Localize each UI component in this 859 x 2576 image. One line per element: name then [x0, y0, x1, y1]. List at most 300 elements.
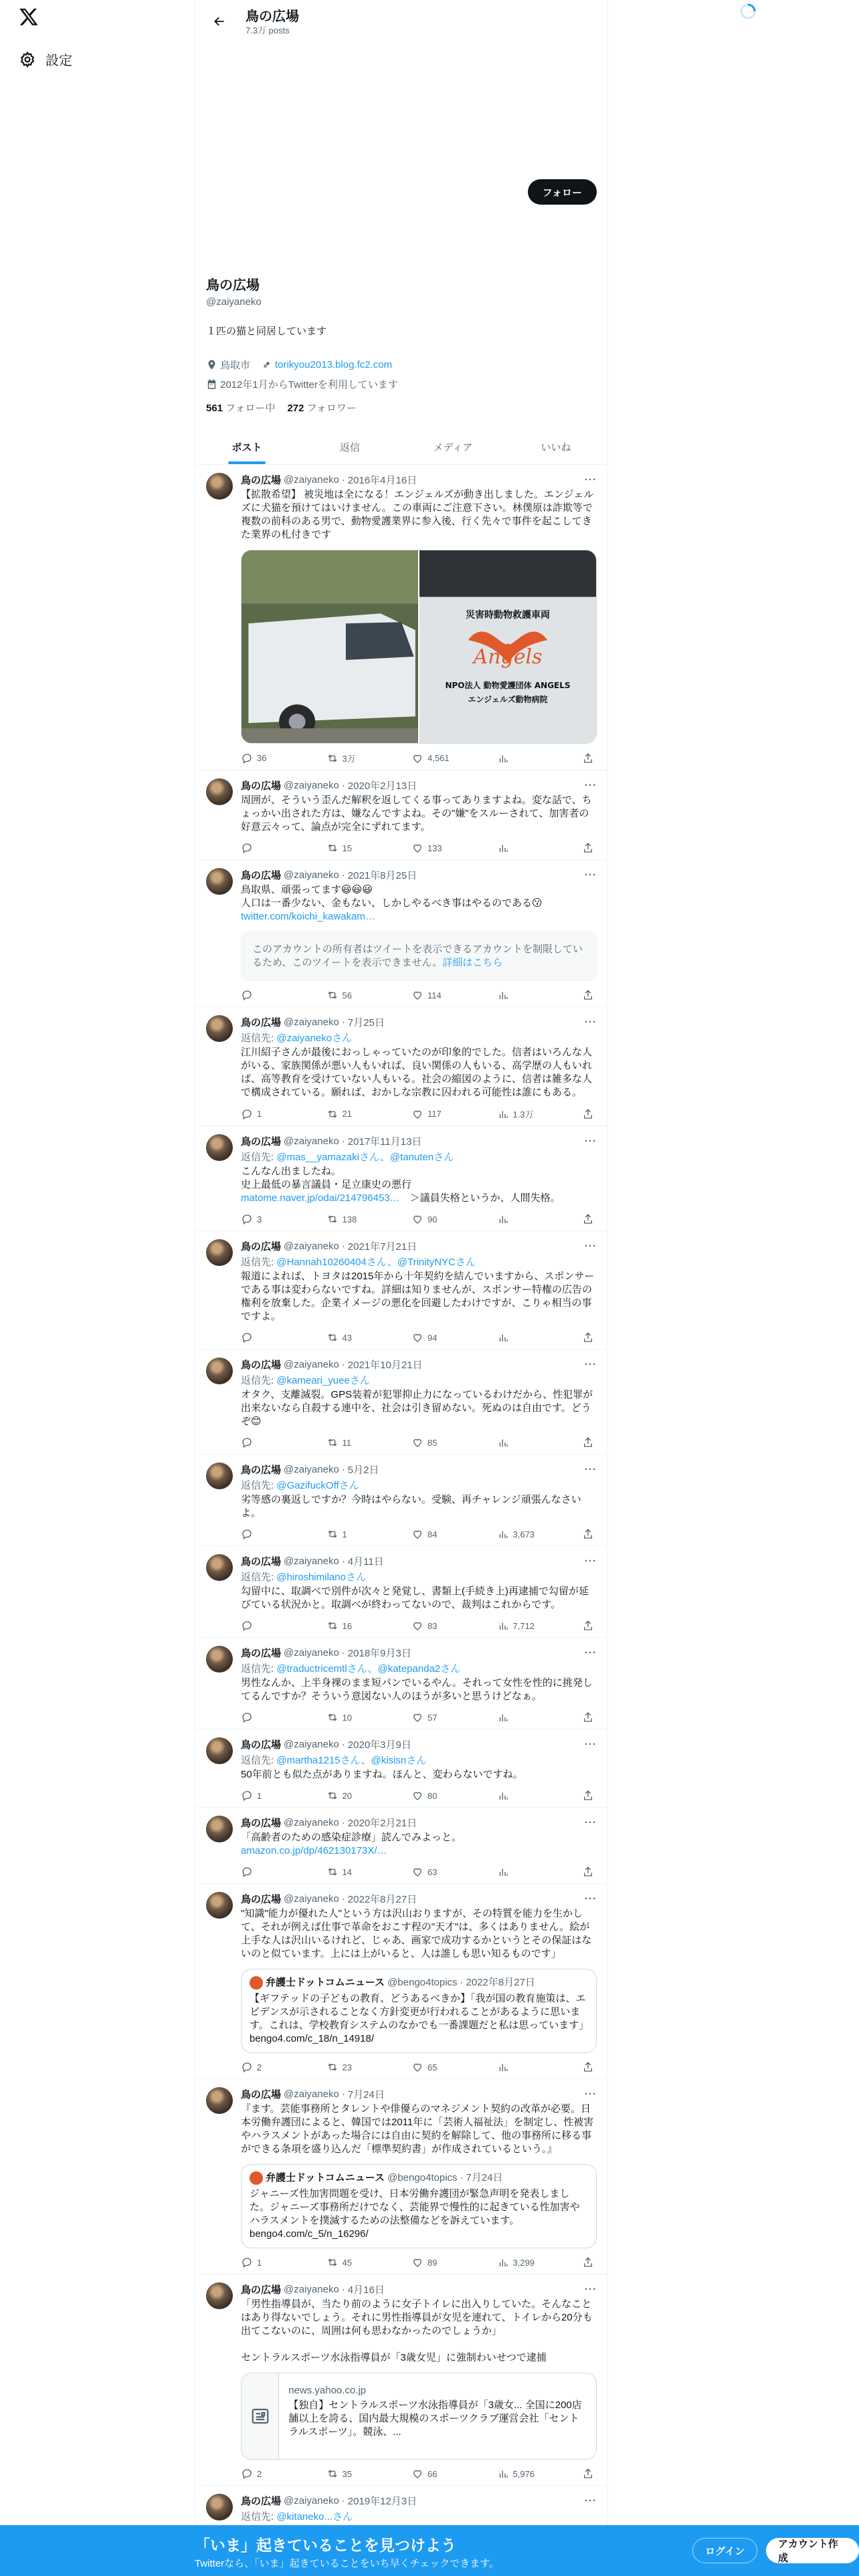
repost-button[interactable] [326, 1711, 367, 1723]
tweet[interactable] [195, 1126, 607, 1231]
repost-button[interactable] [326, 1213, 367, 1225]
timeline [195, 465, 607, 2529]
avatar[interactable] [206, 2087, 233, 2114]
tweet[interactable] [195, 465, 607, 770]
reply-button[interactable] [241, 1331, 281, 1344]
like-button[interactable] [411, 1790, 452, 1802]
tweet-date[interactable]: 5月2日 [347, 1465, 379, 1476]
more-options-icon[interactable]: ··· [585, 1893, 597, 1905]
reply-icon [241, 2468, 253, 2480]
views-icon [497, 1331, 509, 1344]
media-caption-line: Angels [473, 645, 543, 669]
repost-count: 3万 [342, 754, 356, 764]
reply-prefix: 返信先: [241, 1152, 277, 1163]
tweet-author-name[interactable]: 鳥の広場 [241, 475, 282, 486]
tweet-author-handle[interactable]: @zaiyaneko [284, 1647, 339, 1658]
reply-icon [241, 1213, 253, 1225]
tweet-author-handle[interactable]: @zaiyaneko [284, 1817, 339, 1828]
tweet-separator: · [341, 1893, 345, 1905]
tweet-date[interactable]: 2020年2月13日 [347, 780, 417, 792]
tweet[interactable] [195, 2486, 607, 2529]
tweet-author-handle[interactable]: @zaiyaneko [284, 780, 339, 791]
like-button[interactable] [411, 1213, 452, 1225]
tweet-date[interactable]: 2019年12月3日 [347, 2496, 417, 2507]
views-button[interactable] [497, 1790, 537, 1802]
reply-to-link[interactable]: @Hannah10260404さん、@TrinityNYCさん [276, 1257, 476, 1268]
tweet-date[interactable]: 4月16日 [347, 2284, 385, 2296]
repost-count: 15 [342, 843, 352, 853]
tweet-header [241, 1892, 597, 1906]
more-options-icon[interactable]: ··· [585, 780, 597, 791]
tab-posts[interactable]: ポスト [195, 429, 298, 464]
avatar[interactable] [206, 1358, 233, 1384]
reply-icon [241, 842, 253, 854]
reply-count: 1 [257, 1109, 262, 1119]
avatar[interactable] [206, 473, 233, 500]
reply-button[interactable] [241, 2468, 281, 2480]
media-caption-line: NPO法人 動物愛護団体 ANGELS [445, 681, 571, 690]
tweet-body [241, 1358, 597, 1448]
tweet-author-handle[interactable]: @zaiyaneko [284, 1241, 339, 1252]
tweet-author-name[interactable]: 鳥の広場 [241, 2496, 282, 2507]
media-photo-van[interactable] [242, 550, 418, 743]
main-column [195, 0, 608, 2576]
avatar[interactable] [206, 778, 233, 805]
views-count: 3,673 [512, 1529, 535, 1539]
location-pin-icon [206, 359, 217, 370]
tweet-author-handle[interactable]: @zaiyaneko [284, 1555, 339, 1567]
share-icon [582, 1528, 594, 1540]
like-button[interactable] [411, 1528, 452, 1540]
link-card-text [279, 2373, 596, 2459]
share-button[interactable] [582, 1866, 594, 1878]
profile-website[interactable]: torikyou2013.blog.fc2.com [261, 359, 392, 370]
tweet[interactable] [195, 2079, 607, 2274]
settings-label: 設定 [45, 53, 72, 68]
tweet-text [241, 1388, 597, 1428]
reply-button[interactable] [241, 752, 281, 764]
share-icon [582, 2061, 594, 2073]
reply-button[interactable] [241, 842, 281, 854]
tweet-actions [241, 1436, 597, 1448]
followers-link[interactable]: 272 フォロワー [287, 403, 357, 414]
link-card-domain: news.yahoo.co.jp [288, 2385, 367, 2396]
notice-text: このアカウントの所有者はツイートを表示できるアカウントを制限しているため、このツイートを表示できません。 [252, 944, 583, 968]
tweet-header [241, 2087, 597, 2101]
views-button[interactable] [497, 1528, 537, 1540]
repost-icon [326, 1436, 339, 1448]
like-button[interactable] [411, 1711, 452, 1723]
loading-spinner-icon [739, 2, 757, 21]
like-count: 89 [427, 2257, 438, 2268]
avatar[interactable] [206, 868, 233, 895]
tab-media[interactable]: メディア [433, 441, 473, 453]
like-button[interactable] [411, 1107, 452, 1120]
tweet-date[interactable]: 2020年2月21日 [347, 1818, 417, 1829]
more-options-icon[interactable]: ··· [585, 1555, 597, 1567]
follow-stats [206, 401, 597, 415]
views-button[interactable] [497, 752, 537, 764]
avatar[interactable] [206, 1892, 233, 1919]
views-button[interactable] [497, 2468, 537, 2480]
tweet-header [241, 1463, 597, 1477]
back-button[interactable] [207, 9, 231, 33]
tweet-author-handle[interactable]: @zaiyaneko [284, 2088, 339, 2100]
views-button[interactable] [497, 2256, 537, 2268]
tweet-author-name[interactable]: 鳥の広場 [241, 1017, 282, 1029]
tweet[interactable] [195, 1546, 607, 1638]
tweet-author-handle[interactable]: @zaiyaneko [284, 474, 339, 486]
repost-button[interactable] [326, 2256, 367, 2268]
tweet-separator: · [341, 780, 345, 791]
tweet-text [241, 794, 597, 834]
share-icon [582, 1620, 594, 1632]
tweet-author-name[interactable]: 鳥の広場 [241, 1739, 282, 1751]
quoted-date: 7月24日 [466, 2172, 503, 2183]
more-options-icon[interactable]: ··· [585, 2284, 597, 2295]
tweet-body [241, 2494, 597, 2523]
more-options-icon[interactable]: ··· [585, 1016, 597, 1028]
share-button[interactable] [582, 1107, 594, 1120]
share-icon [582, 989, 594, 1001]
reply-button[interactable] [241, 1620, 281, 1632]
views-button[interactable] [497, 1711, 537, 1723]
views-button[interactable] [497, 1620, 537, 1632]
tweet[interactable] [195, 1350, 607, 1455]
tweet-date[interactable]: 7月25日 [347, 1017, 385, 1029]
tweet[interactable] [195, 770, 607, 860]
tweet[interactable] [195, 860, 607, 1007]
repost-button[interactable] [326, 1331, 367, 1344]
tweet-author-name[interactable]: 鳥の広場 [241, 1894, 282, 1905]
tweet-author-name[interactable]: 鳥の広場 [241, 1556, 282, 1568]
reply-button[interactable] [241, 1528, 281, 1540]
reply-to-link[interactable]: @martha1215さん、@kisisnさん [276, 1755, 427, 1766]
like-count: 84 [427, 1529, 438, 1539]
more-options-icon[interactable]: ··· [585, 1464, 597, 1475]
quoted-tweet[interactable] [241, 1969, 597, 2053]
tweet-author-name[interactable]: 鳥の広場 [241, 1241, 282, 1253]
settings-link[interactable] [19, 49, 72, 69]
profile-joined: 2012年1月からTwitterを利用しています [206, 377, 398, 391]
repost-button[interactable] [326, 2061, 367, 2073]
tweet-author-name[interactable]: 鳥の広場 [241, 2284, 282, 2296]
tweet-separator: · [341, 1359, 345, 1370]
more-options-icon[interactable]: ··· [585, 1359, 597, 1370]
tweet-separator: · [341, 474, 345, 486]
views-button[interactable] [497, 1436, 537, 1448]
tweet-author-handle[interactable]: @zaiyaneko [284, 1464, 339, 1475]
repost-button[interactable] [326, 752, 367, 764]
views-icon [497, 1711, 509, 1723]
reply-button[interactable] [241, 1436, 281, 1448]
tweet-author-name[interactable]: 鳥の広場 [241, 780, 282, 792]
more-options-icon[interactable]: ··· [585, 1817, 597, 1828]
like-button[interactable] [411, 842, 452, 854]
tweet-actions [241, 2256, 597, 2268]
reply-button[interactable] [241, 2256, 281, 2268]
tweet-separator: · [341, 1136, 345, 1147]
like-icon [411, 1108, 423, 1120]
tweet-separator: · [341, 869, 345, 881]
views-button[interactable] [497, 2061, 537, 2073]
tweet-link[interactable]: amazon.co.jp/dp/462130173X/… [241, 1845, 387, 1856]
reply-button[interactable] [241, 1213, 281, 1225]
tweet-author-name[interactable]: 鳥の広場 [241, 1360, 282, 1371]
profile-name: 鳥の広場 [206, 278, 260, 293]
repost-button[interactable] [326, 1436, 367, 1448]
signup-bar-subtitle: Twitterなら、「いま」起きていることをいち早くチェックできます。 [195, 2558, 500, 2569]
like-icon [411, 1866, 423, 1878]
views-button[interactable] [497, 1213, 537, 1225]
reply-count: 1 [257, 2257, 262, 2268]
media-photo-sign[interactable] [419, 550, 596, 743]
views-button[interactable] [497, 1866, 537, 1878]
share-button[interactable] [582, 752, 594, 764]
like-button[interactable] [411, 2468, 452, 2480]
share-button[interactable] [582, 1436, 594, 1448]
tweet-text [241, 2298, 597, 2365]
tweet-body [241, 2282, 597, 2480]
share-button[interactable] [582, 1213, 594, 1225]
share-button[interactable] [582, 989, 594, 1001]
share-button[interactable] [582, 1528, 594, 1540]
views-count: 5,976 [512, 2468, 535, 2479]
avatar[interactable] [206, 1737, 233, 1764]
repost-button[interactable] [326, 1107, 367, 1120]
tweet-author-handle[interactable]: @zaiyaneko [284, 2284, 339, 2295]
tab-replies[interactable]: 返信 [339, 441, 360, 453]
share-button[interactable] [582, 2468, 594, 2480]
reply-count: 3 [257, 1214, 262, 1224]
like-count: 90 [427, 1214, 438, 1224]
share-icon [582, 1108, 594, 1120]
article-icon [250, 2406, 270, 2426]
like-icon [411, 2256, 423, 2268]
avatar[interactable] [206, 1015, 233, 1042]
share-button[interactable] [582, 1620, 594, 1632]
avatar[interactable] [206, 1134, 233, 1161]
tweet[interactable] [195, 1007, 607, 1126]
tweet-actions [241, 1107, 597, 1120]
tweet[interactable] [195, 1884, 607, 2079]
tweet-author-name[interactable]: 鳥の広場 [241, 1818, 282, 1829]
avatar[interactable] [206, 2282, 233, 2309]
reply-button[interactable] [241, 1711, 281, 1723]
link-card[interactable] [241, 2373, 597, 2460]
reply-to-link[interactable]: @kitaneko...さん [276, 2511, 353, 2523]
reply-prefix: 返信先: [241, 1375, 277, 1386]
reply-to-link[interactable]: @GazifuckOffさん [276, 1480, 359, 1491]
tweet[interactable] [195, 1808, 607, 1884]
avatar[interactable] [206, 1646, 233, 1673]
more-options-icon[interactable]: ··· [585, 1647, 597, 1658]
tweet-header [241, 473, 597, 487]
avatar[interactable] [206, 1816, 233, 1842]
share-button[interactable] [582, 842, 594, 854]
tweet-date[interactable]: 2016年4月16日 [347, 475, 417, 486]
reply-context [241, 1570, 597, 1584]
reply-button[interactable] [241, 1790, 281, 1802]
tweet[interactable] [195, 1638, 607, 1729]
reply-to-link[interactable]: @mas__yamazakiさん、@tanutenさん [276, 1152, 454, 1163]
tweet-header [241, 1134, 597, 1148]
tweet-separator: · [460, 2172, 464, 2183]
repost-icon [326, 989, 339, 1001]
reply-button[interactable] [241, 989, 281, 1001]
reply-icon [241, 1528, 253, 1540]
avatar[interactable] [206, 1554, 233, 1581]
views-button[interactable] [497, 989, 537, 1001]
share-button[interactable] [582, 2061, 594, 2073]
login-button[interactable]: ログイン [692, 2538, 757, 2563]
tweet-author-handle[interactable]: @zaiyaneko [284, 1359, 339, 1370]
like-button[interactable] [411, 1620, 452, 1632]
share-icon [582, 842, 594, 854]
quoted-author-name: 弁護士ドットコムニュース [266, 1977, 385, 1988]
repost-button[interactable] [326, 1528, 367, 1540]
reply-to-link[interactable]: @hiroshimilanoさん [276, 1572, 366, 1583]
tweet-author-name[interactable]: 鳥の広場 [241, 2089, 282, 2101]
tweet-date[interactable]: 4月11日 [347, 1556, 384, 1568]
tweet-date[interactable]: 2021年8月25日 [347, 870, 417, 881]
tweet-author-name[interactable]: 鳥の広場 [241, 1136, 282, 1148]
signup-button[interactable]: アカウント作成 [766, 2538, 859, 2563]
repost-icon [326, 1866, 339, 1878]
tweet-date[interactable]: 2020年3月9日 [347, 1739, 411, 1751]
repost-count: 138 [342, 1214, 357, 1224]
tweet-author-handle[interactable]: @zaiyaneko [284, 1893, 339, 1905]
share-button[interactable] [582, 1790, 594, 1802]
views-button[interactable] [497, 842, 537, 854]
reply-to-link[interactable]: @kameari_yueeさん [276, 1375, 370, 1386]
reply-button[interactable] [241, 1866, 281, 1878]
tweet-body [241, 868, 597, 1001]
quoted-avatar [250, 2171, 263, 2185]
avatar[interactable] [206, 1463, 233, 1489]
repost-button[interactable] [326, 842, 367, 854]
more-options-icon[interactable]: ··· [585, 1241, 597, 1252]
tab-likes[interactable]: いいね [541, 441, 571, 453]
like-button[interactable] [411, 989, 452, 1001]
tweet-header [241, 1239, 597, 1253]
tweet[interactable] [195, 1729, 607, 1808]
tweet-text [241, 2103, 597, 2156]
tweet[interactable] [195, 1455, 607, 1546]
tweet-body [241, 778, 597, 854]
tweet[interactable] [195, 2274, 607, 2486]
quoted-tweet[interactable] [241, 2164, 597, 2248]
reply-button[interactable] [241, 2061, 281, 2073]
tweet-header [241, 778, 597, 792]
repost-button[interactable] [326, 989, 367, 1001]
tweet-media[interactable] [241, 550, 597, 744]
views-count: 1.3万 [512, 1109, 534, 1119]
like-button[interactable] [411, 752, 452, 764]
calendar-icon [206, 379, 217, 390]
tweet-text-body: "知識"能力が優れた人"という方は沢山おりますが、その特質を能力を生かして、それが例えば仕事で革命をおこす程の"天才"は、多くはありません。絵が上手な人は沢山いるけれど、じゃあ、画家で成功するかというとその保証はないのと似ています。上には上がいると、人は誰しも思い知るものです」 [241, 1908, 592, 1959]
avatar[interactable] [206, 2494, 233, 2520]
like-icon [411, 1620, 423, 1632]
tweet-header [241, 1358, 597, 1372]
tweet-date[interactable]: 7月24日 [347, 2089, 385, 2101]
repost-button[interactable] [326, 2468, 367, 2480]
avatar[interactable] [206, 1239, 233, 1266]
share-button[interactable] [582, 1331, 594, 1344]
tweet[interactable] [195, 1231, 607, 1350]
views-icon [497, 2061, 509, 2073]
reply-to-link[interactable]: @traductricemtlさん、@katepanda2さん [276, 1663, 461, 1675]
tweet-date[interactable]: 2021年10月21日 [347, 1360, 423, 1371]
tweet-link[interactable]: twitter.com/koichi_kawakam… [241, 911, 375, 922]
tweet-date[interactable]: 2022年8月27日 [347, 1894, 417, 1905]
reply-icon [241, 1620, 253, 1632]
like-button[interactable] [411, 2061, 452, 2073]
tweet-actions [241, 2468, 597, 2480]
following-link[interactable]: 561 フォロー中 [206, 403, 276, 414]
tweet-author-handle[interactable]: @zaiyaneko [284, 2495, 339, 2506]
like-button[interactable] [411, 1866, 452, 1878]
tweet-author-handle[interactable]: @zaiyaneko [284, 1016, 339, 1028]
tweet-header [241, 1816, 597, 1830]
repost-button[interactable] [326, 1866, 367, 1878]
tweet-header [241, 1015, 597, 1029]
views-button[interactable] [497, 1331, 537, 1344]
left-rail [0, 0, 194, 2576]
tweet-date[interactable]: 2021年7月21日 [347, 1241, 417, 1253]
tweet-author-handle[interactable]: @zaiyaneko [284, 1136, 339, 1147]
tweet-author-name[interactable]: 鳥の広場 [241, 870, 282, 881]
reply-context [241, 1255, 597, 1269]
more-options-icon[interactable]: ··· [585, 1739, 597, 1750]
repost-button[interactable] [326, 1620, 367, 1632]
like-button[interactable] [411, 2256, 452, 2268]
more-options-icon[interactable]: ··· [585, 1136, 597, 1147]
views-button[interactable] [497, 1107, 537, 1120]
tweet-author-handle[interactable]: @zaiyaneko [284, 869, 339, 881]
more-options-icon[interactable]: ··· [585, 869, 597, 881]
more-options-icon[interactable]: ··· [585, 2088, 597, 2100]
more-options-icon[interactable]: ··· [585, 2495, 597, 2506]
tweet-body [241, 1646, 597, 1723]
notice-learn-more-link[interactable]: 詳細はこちら [442, 957, 503, 968]
reply-count: 36 [257, 753, 267, 763]
like-button[interactable] [411, 1436, 452, 1448]
more-options-icon[interactable]: ··· [585, 474, 597, 486]
repost-icon [326, 752, 339, 764]
tweet-date[interactable]: 2018年9月3日 [347, 1648, 411, 1659]
views-icon [497, 1866, 509, 1878]
tweet-date[interactable]: 2017年11月13日 [347, 1136, 422, 1148]
follow-button[interactable]: フォロー [528, 179, 597, 205]
share-button[interactable] [582, 2256, 594, 2268]
repost-button[interactable] [326, 1790, 367, 1802]
tweet-link[interactable]: matome.naver.jp/odai/214796453… [241, 1192, 400, 1204]
tweet-author-name[interactable]: 鳥の広場 [241, 1648, 282, 1659]
share-button[interactable] [582, 1711, 594, 1723]
x-logo-icon[interactable] [19, 7, 39, 27]
tweet-author-handle[interactable]: @zaiyaneko [284, 1739, 339, 1750]
reply-to-link[interactable]: @zaiyanekoさん [276, 1033, 353, 1044]
profile-handle: @zaiyaneko [206, 296, 262, 308]
tweet-author-name[interactable]: 鳥の広場 [241, 1465, 282, 1476]
like-button[interactable] [411, 1331, 452, 1344]
tweet-actions [241, 1866, 597, 1878]
tweet-header [241, 1737, 597, 1751]
tweet-text-body: 鳥取県、頑張ってます😃😃😃 人口は一番少ない、金もない、しかしやるべき事はやるのである😗 [241, 884, 543, 909]
repost-icon [326, 1213, 339, 1225]
reply-button[interactable] [241, 1107, 281, 1120]
